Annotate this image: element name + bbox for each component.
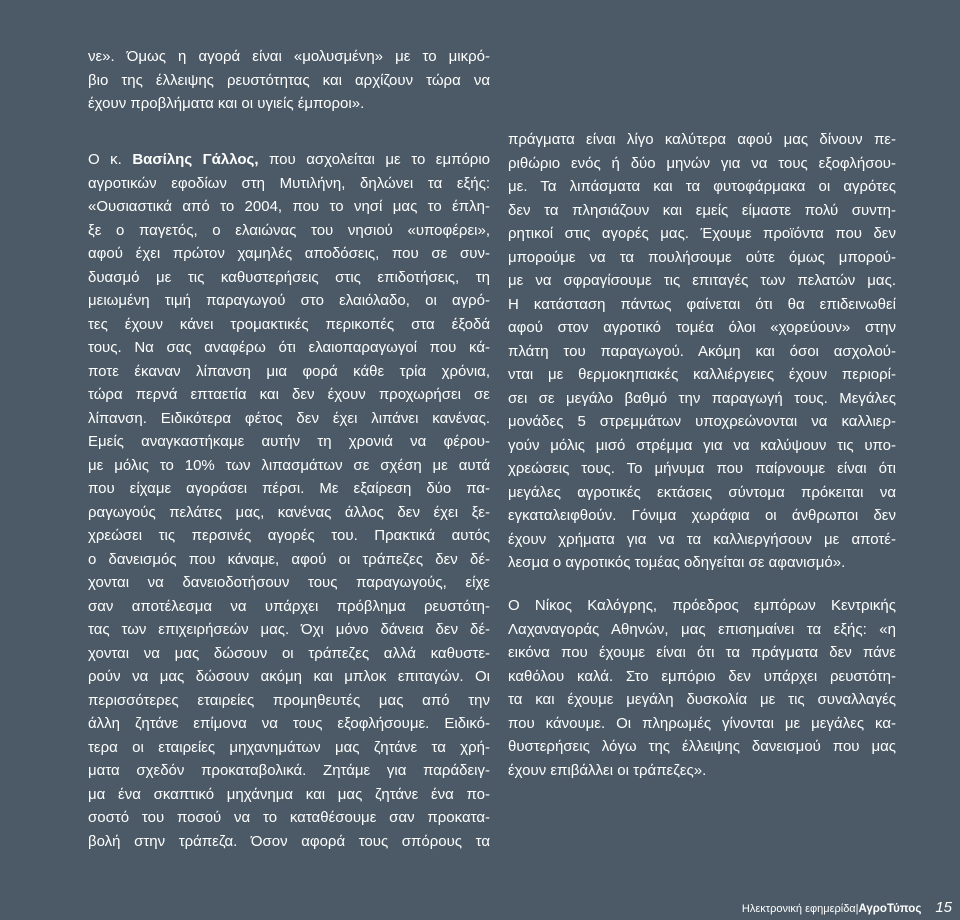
text-line: Ο Νίκος Καλόγρης, πρόεδρος εμπόρων Κεντρικής	[508, 597, 896, 614]
text-line	[88, 148, 490, 172]
text-line: αφού στον αγροτικό τομέα όλοι «χορεύουν» στην	[508, 319, 896, 336]
text-line: νε». Όμως η αγορά είναι «μολυσμένη» με το μικρό-	[88, 48, 490, 65]
text-line: «Ουσιαστικά από το 2004, που το νησί μας το έπλη-	[88, 198, 490, 215]
text-line: μειωμένη τιμή παραγωγού στο ελαιόλαδο, οι αγρό-	[88, 292, 490, 309]
right-column	[508, 0, 896, 920]
paragraph	[88, 148, 490, 853]
text-line: ματα σχεδόν προκαταβολικά. Ζητάμε για παράδειγ-	[88, 762, 490, 779]
text-line: τες έχουν κάνει τρομακτικές περικοπές στα έξοδά	[88, 315, 490, 333]
text-line: με μόλις το 10% των λιπασμάτων σε σχέση με αυτά	[88, 456, 490, 474]
text-line: ποτε έκαναν λίπανση μια φορά κάθε τρία χρόνια,	[88, 362, 490, 380]
footer	[742, 899, 952, 919]
text-line: άλλη ζητάνε επίμονα να τους εξοφλήσουμε. Ειδικό-	[88, 715, 490, 732]
text-segment: που ασχολείται με το εμπόριο	[258, 151, 490, 168]
text-line: τους. Να σας αναφέρω ότι ελαιοπαραγωγοί που κά-	[88, 339, 490, 356]
text-line: δεν τα πλησιάζουν και εμείς είμαστε πολύ συντη-	[508, 201, 896, 219]
text-line: καθόλου καλά. Στο εμπόριο δεν υπάρχει ρευστότη-	[508, 667, 896, 685]
text-line: αγροτικών εφοδίων στη Μυτιλήνη, δηλώνει τα εξής:	[88, 174, 490, 192]
text-line: που είχαμε αγοράσει πέρσι. Με εξαίρεση δύο πα-	[88, 480, 490, 497]
text-line: τα και έχουμε μεγάλη δυσκολία με τις συναλλαγές	[508, 691, 896, 708]
bold-name: Βασίλης Γάλλος,	[132, 151, 259, 168]
text-line: σαν αποτέλεσμα να υπάρχει πρόβλημα ρευστότη-	[88, 597, 490, 615]
text-line: χονται να δανειοδοτήσουν τους παραγωγούς, είχε	[88, 574, 490, 591]
text-line: θυστερήσεις λόγω της έλλειψης δανεισμού που μας	[508, 738, 896, 755]
text-line: που κάνουμε. Οι πληρωμές γίνονται με μεγάλες κα-	[508, 714, 896, 732]
text-line: βιο της έλλειψης ρευστότητας και αρχίζουν τώρα να	[88, 71, 490, 89]
text-line: βολή στην τράπεζα. Όσον αφορά τους σπόρους τα	[88, 832, 490, 850]
text-line: μπορούμε να τα πουλήσουμε ούτε όμως μπορού-	[508, 248, 896, 266]
text-line: ριθώριο ενός ή δύο μηνών για να τους εξοφλήσου-	[508, 154, 896, 172]
text-line: ρητικοί στις αγορές μας. Έχουμε προϊόντα που δεν	[508, 225, 896, 242]
text-line: έχουν προβλήματα και οι υγιείς έμποροι».	[88, 95, 365, 112]
text-line: εικόνα που έχουμε είναι ότι τα πράγματα δεν πάνε	[508, 644, 896, 661]
text-line: ρούν να μας δώσουν ακόμη και μπλοκ επιταγών. Οι	[88, 668, 490, 685]
paragraph	[508, 128, 896, 575]
text-segment: Ο κ.	[88, 151, 133, 168]
text-line: σει σε μεγάλο βαθμό την παραγωγή τους. Μεγάλες	[508, 389, 896, 407]
text-line: αφού έχει πρώτον χαμηλές αποδόσεις, που σε συν-	[88, 245, 490, 262]
text-line: μα ένα σκαπτικό μηχάνημα και μας ζητάνε ένα πο-	[88, 785, 490, 803]
separator: |	[855, 903, 859, 915]
text-line: έχουν επιβάλλει οι τράπεζες».	[508, 761, 707, 779]
text-line: δυασμό με τις καθυστερήσεις στις επιδοτήσεις, τη	[88, 268, 490, 286]
text-line: γούν μόλις μισό στρέμμα για να καλύψουν τις υπο-	[508, 436, 896, 454]
text-line: Η κατάσταση πάντως φαίνεται ότι θα επιδεινωθεί	[508, 295, 896, 313]
text-line: περισσότερες εταιρείες προμηθευτές μας από την	[88, 691, 490, 709]
text-line: μονάδες 5 στρεμμάτων υποχρεώνονται να καλλιερ-	[508, 413, 896, 430]
text-line: μεγάλες αγροτικές εκτάσεις σύντομα πρόκειται να	[508, 483, 896, 501]
text-line: νται με θερμοκηπιακές καλλιέργειες έχουν περιορί-	[508, 366, 896, 383]
text-line: έχουν χρήματα για να τα καλλιεργήσουν με αποτέ-	[508, 530, 896, 548]
text-line: τερα οι εταιρείες μηχανημάτων μας ζητάνε τα χρή-	[88, 738, 490, 756]
brand-name: ΑγροΤύπος	[858, 903, 922, 915]
text-line: εγκαταλειφθούν. Γόνιμα χωράφια οι άνθρωποι δεν	[508, 507, 896, 524]
text-line: πλάτη του παραγωγού. Ακόμη και όσοι ασχολού-	[508, 342, 896, 360]
publication-credit	[742, 903, 921, 915]
text-line: Εμείς αναγκαστήκαμε αυτήν τη χρονιά να φέρου-	[88, 433, 490, 450]
text-line: τας των επιχειρήσεών μας. Όχι μόνο δάνεια δεν δέ-	[88, 621, 490, 638]
text-line: ο δανεισμός που κάναμε, αφού οι τράπεζες δεν δέ-	[88, 550, 490, 568]
text-line: ραγωγούς πελάτες μας, κανένας άλλος δεν έχει ξε-	[88, 503, 490, 521]
publication-label: Ηλεκτρονική εφημερίδα	[741, 903, 856, 915]
page-number: 15	[935, 899, 952, 916]
text-line: με να σφραγίσουμε τις επιταγές των πελατών μας.	[508, 272, 896, 289]
text-line: σοστό του ποσού να το καταθέσουμε σαν προκατα-	[88, 809, 490, 826]
left-column	[88, 0, 490, 920]
text-line: πράγματα είναι λίγο καλύτερα αφού μας δίνουν πε-	[508, 131, 896, 148]
text-line: με. Τα λιπάσματα και τα φυτοφάρμακα οι αγρότες	[508, 178, 896, 195]
text-line: χονται να μας δώσουν οι τράπεζες αλλά καθυστε-	[88, 644, 490, 662]
text-line: τώρα περνά επταετία και δεν έχουν προχωρήσει σε	[88, 386, 490, 403]
text-line: ξε ο παγετός, ο ελαιώνας του νησιού «υποφέρει»,	[88, 221, 490, 239]
text-line: λεσμα ο αγροτικός τομέας οδηγείται σε αφανισμό».	[508, 554, 846, 571]
paragraph	[508, 594, 896, 782]
paragraph	[88, 45, 490, 116]
text-line: χρεώσεις τους. Το μήνυμα που παίρνουμε είναι ότι	[508, 460, 896, 477]
text-line: λίπανση. Ειδικότερα φέτος δεν έχει λιπάνει κανένας.	[88, 409, 490, 427]
text-line: χρεώσει τις περσινές αγορές του. Πρακτικά αυτός	[88, 527, 490, 544]
text-line: Λαχαναγοράς Αθηνών, μας επισημαίνει τα εξής: «η	[508, 620, 896, 638]
